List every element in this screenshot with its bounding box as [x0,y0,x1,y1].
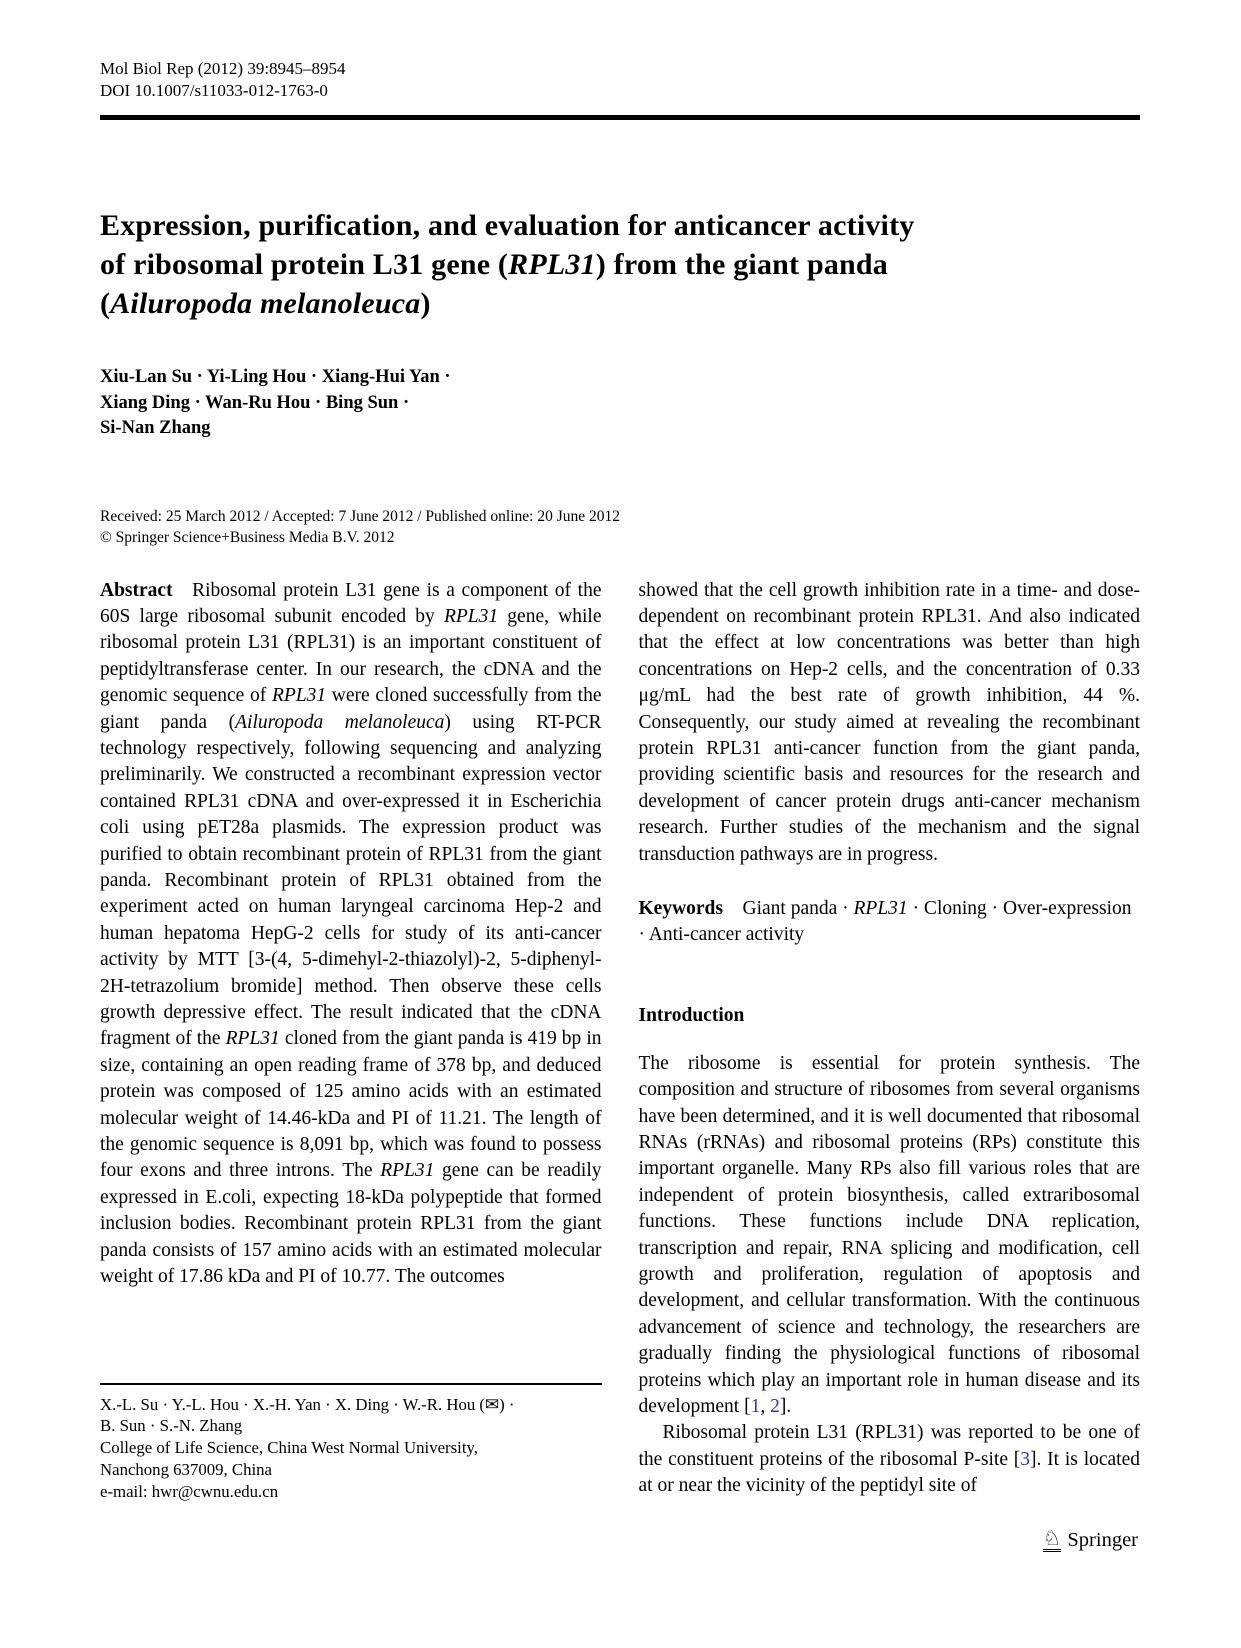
abstract-continued-paragraph: showed that the cell growth inhibition rate in a time- and dose-dependent on recombinant protein RPL31. And also indicated that the effect at low concentrations was better than high concentrations on Hep-2 cells, and the concentration of 0.33 μg/mL had the best rate of growth inhibition, 44 %. Consequently, our study aimed at revealing the recombinant protein RPL31 anti-cancer function from the giant panda, providing scientific basis and resources for the research and development of cancer protein drugs anti-cancer mechanism research. Further studies of the mechanism and the signal transduction pathways are in progress. [638,579,1140,865]
text-run: Abstract [100,579,173,601]
springer-knight-icon: ♘ [1042,1526,1062,1550]
text-run: Ribosomal protein L31 (RPL31) was reported to be one of the constituent proteins of the ribosomal P-site [ [638,1422,1140,1470]
copyright-line: © Springer Science+Business Media B.V. 2012 [100,528,395,546]
text-run: B. Sun · S.-N. Zhang [100,1416,243,1436]
introduction-heading: Introduction [638,1004,745,1026]
text-run: gene can be readily expressed in E.coli, expecting 18-kDa polypeptide that formed inclusion bodies. Recombinant protein RPL31 from the giant panda consists of 157 amino acids with an estimated molecular weight of 17.86 kDa and PI of 10.77. The outcomes [100,1160,602,1288]
text-run: Si-Nan Zhang [100,418,211,438]
text-run: ) from the giant panda [595,248,888,281]
text-run: College of Life Science, China West Normal University, [100,1438,478,1458]
text-run: · Cloning · Over-expression · Anti-cancer activity [638,897,1132,946]
publication-history [100,506,1140,548]
footnote-rule [100,1383,602,1385]
envelope-icon: ✉ [485,1394,500,1414]
journal-doi: DOI 10.1007/s11033-012-1763-0 [100,81,328,100]
right-column [639,578,1141,1503]
text-run: RPL31 [853,897,908,919]
citation-ref-1[interactable]: 1 [750,1396,761,1418]
correspondence-info [100,1394,602,1503]
abstract-paragraph [100,578,602,1291]
text-run: The ribosome is essential for protein synthesis. The composition and structure of ribosomes from several organisms have been determined, and it is well documented that ribosomal RNAs (rRNAs) and ribosomal proteins (RPs) constitute this important organelle. Many RPs also fill various roles that are independent of protein biosynthesis, called extraribosomal functions. These functions include DNA replication, transcription and repair, RNA splicing and modification, cell growth and proliferation, regulation of apoptosis and development, and cellular transformation. With the continuous advancement of science and technology, the researchers are gradually finding the physiological functions of ribosomal proteins which play an important role in human disease and its development [ [638,1052,1140,1418]
text-run: Keywords [638,897,723,919]
text-run: ]. It is located at or near the vicinity of the peptidyl site of [638,1448,1140,1497]
footnote-block [100,1383,602,1503]
text-run: were cloned successfully from the giant panda ( [100,685,602,733]
text-run: cloned from the giant panda is 419 bp in size, containing an open reading frame of 378 bp, and deduced protein was composed of 125 amino acids with an estimated molecular weight of 14.46-kDa and PI of 11.21. The length of the genomic sequence is 8,091 bp, which was found to possess four exons and three introns. The [100,1028,602,1182]
text-run: X.-L. Su · Y.-L. Hou · X.-H. Yan · X. Ding · W.-R. Hou ( [100,1394,486,1414]
text-run: Ailuropoda melanoleuca [235,711,445,733]
two-column-body [100,578,1140,1503]
springer-logo [1043,1527,1138,1552]
keywords-paragraph [639,896,1141,949]
introduction-paragraph-2 [639,1420,1141,1499]
text-run: RPL31 [225,1028,280,1050]
citation-ref-3[interactable]: 3 [1020,1448,1031,1470]
text-run: Giant panda · [723,897,854,919]
text-run: Xiu-Lan Su · Yi-Ling Hou · Xiang-Hui Yan · [100,367,451,387]
journal-header [100,0,1140,102]
text-run: gene, while ribosomal protein L31 (RPL31) is an important constituent of peptidyltransferase center. In our research, the cDNA and the genomic sequence of [100,605,602,707]
text-run: ( [100,287,111,320]
text-run: e-mail: hwr@cwnu.edu.cn [100,1481,279,1501]
springer-logo-text: Springer [1067,1528,1138,1551]
text-run: RPL31 [508,248,596,281]
text-run: RPL31 [380,1160,435,1182]
introduction-paragraph-1 [639,1051,1141,1421]
journal-reference: Mol Biol Rep (2012) 39:8945–8954 [100,59,346,78]
received-line: Received: 25 March 2012 / Accepted: 7 June 2012 / Published online: 20 June 2012 [100,507,621,525]
text-run: ]. [779,1396,792,1418]
citation-ref-2[interactable]: 2 [770,1396,780,1418]
text-run: Nanchong 637009, China [100,1459,272,1479]
left-column [100,578,602,1503]
author-list [100,365,1140,442]
text-run: of ribosomal protein L31 gene ( [100,248,509,281]
text-run: Expression, purification, and evaluation for anticancer activity [100,209,915,242]
text-run: RPL31 [443,605,499,627]
text-run: ) · [499,1394,515,1414]
text-run: Xiang Ding · Wan-Ru Hou · Bing Sun · [100,392,410,413]
text-run: Ailuropoda melanoleuca [110,287,421,320]
text-run: , [760,1396,771,1418]
text-run: RPL31 [271,685,327,707]
header-rule [100,115,1140,120]
article-title [100,206,1140,323]
text-run: Ribosomal protein L31 gene is a component of the 60S large ribosomal subunit encoded by [100,579,602,627]
text-run: ) using RT-PCR technology respectively, following sequencing and analyzing preliminarily. We constructed a recombinant expression vector contained RPL31 cDNA and over-expressed it in Escherichia coli using pET28a plasmids. The expression product was purified to obtain recombinant protein of RPL31 from the giant panda. Recombinant protein of RPL31 obtained from the experiment acted on human laryngeal carcinoma Hep-2 and human hepatoma HepG-2 cells for study of its anti-cancer activity by MTT [3-(4, 5-dimehyl-2-thiazolyl)-2, 5-diphenyl-2H-tetrazolium bromide] method. Then observe these cells growth depressive effect. The result indicated that the cDNA fragment of the [100,711,602,1050]
text-run: ) [420,287,431,320]
